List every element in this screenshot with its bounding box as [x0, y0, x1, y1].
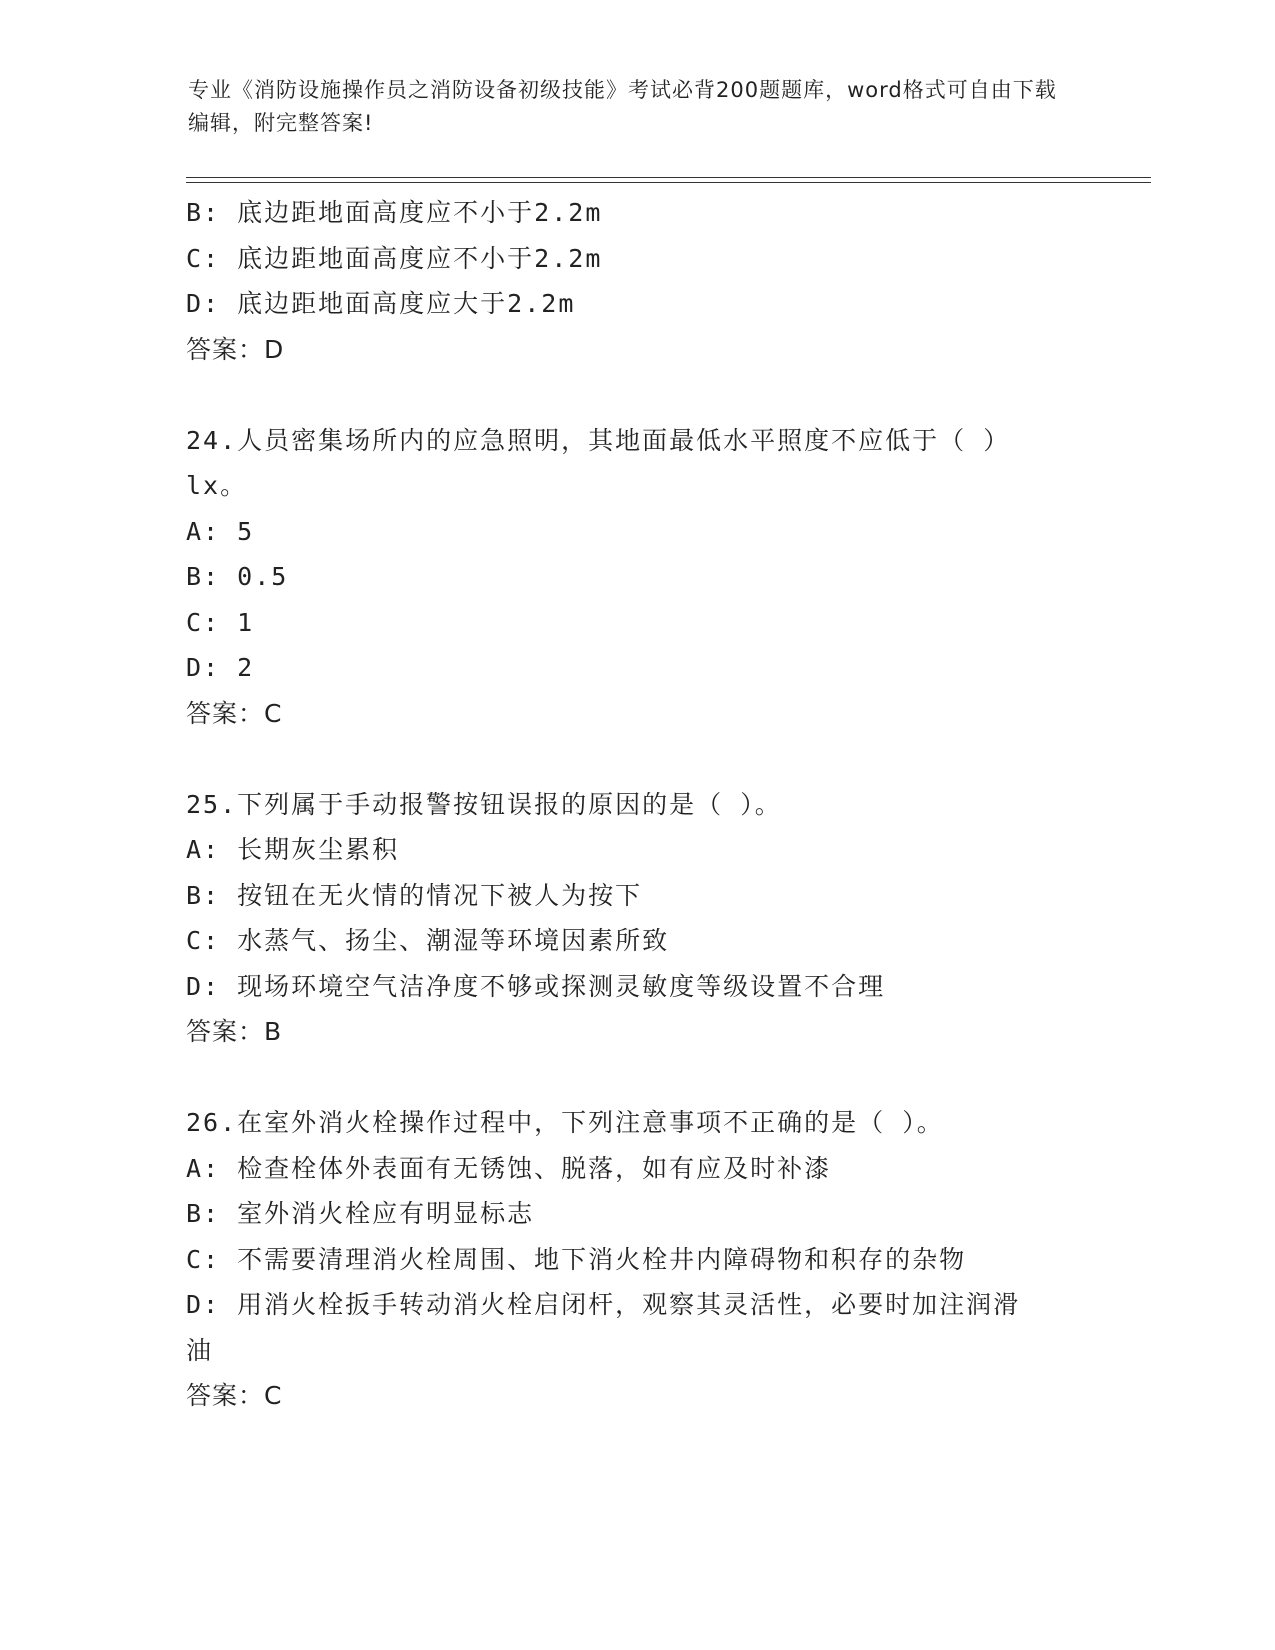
answer-line: 答案：B	[186, 1017, 283, 1046]
option-a: A: 长期灰尘累积	[186, 835, 400, 864]
option-c: C: 底边距地面高度应不小于2.2m	[186, 243, 603, 273]
option-d-continued: 油	[186, 1335, 214, 1365]
question-26	[186, 1100, 1086, 1419]
header-divider-top	[186, 177, 1151, 178]
option-b: B: 底边距地面高度应不小于2.2m	[186, 198, 603, 227]
option-c: C: 水蒸气、扬尘、潮湿等环境因素所致	[186, 926, 670, 955]
option-d: D: 底边距地面高度应大于2.2m	[186, 289, 576, 318]
option-a: A: 5	[186, 516, 255, 546]
option-b: B: 0.5	[186, 562, 289, 591]
option-d: D: 用消火栓扳手转动消火栓启闭杆，观察其灵活性，必要时加注润滑	[186, 1290, 1021, 1319]
document-header: 专业《消防设施操作员之消防设备初级技能》考试必背200题题库，word格式可自由下载编辑，附完整答案!	[188, 78, 1057, 135]
option-b: B: 室外消火栓应有明显标志	[186, 1199, 535, 1228]
question-stem: 24.人员密集场所内的应急照明，其地面最低水平照度不应低于（ ）	[186, 425, 1011, 455]
question-stem: 25.下列属于手动报警按钮误报的原因的是（ ）。	[186, 789, 782, 819]
option-c: C: 不需要清理消火栓周围、地下消火栓井内障碍物和积存的杂物	[186, 1244, 967, 1274]
question-24	[186, 418, 1086, 737]
question-content	[186, 190, 1086, 1419]
option-b: B: 按钮在无火情的情况下被人为按下	[186, 880, 643, 910]
header-divider-bottom	[186, 182, 1151, 183]
option-d: D: 2	[186, 653, 255, 682]
question-25	[186, 782, 1086, 1055]
answer-line: 答案：C	[186, 1381, 283, 1410]
question-stem-continued: lx。	[186, 471, 248, 500]
answer-line: 答案：C	[186, 698, 283, 728]
option-c: C: 1	[186, 607, 255, 637]
answer-line: 答案：D	[186, 334, 285, 364]
option-a: A: 检查栓体外表面有无锈蚀、脱落，如有应及时补漆	[186, 1153, 832, 1183]
question-stem: 26.在室外消火栓操作过程中，下列注意事项不正确的是（ ）。	[186, 1108, 944, 1137]
prev-question-block	[186, 190, 1086, 372]
option-d: D: 现场环境空气洁净度不够或探测灵敏度等级设置不合理	[186, 971, 886, 1001]
